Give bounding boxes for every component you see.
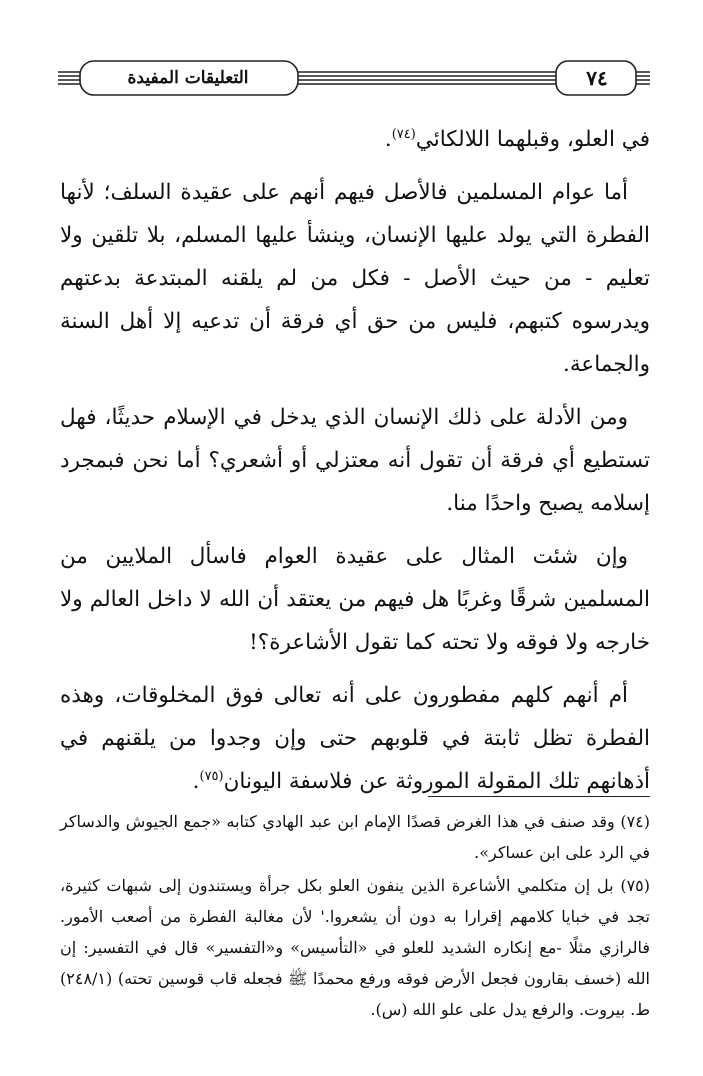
page-number: ٧٤	[586, 66, 608, 90]
footnotes	[60, 806, 650, 1027]
paragraph-text: أما عوام المسلمين فالأصل فيهم أنهم على عقيدة السلف؛ لأنها الفطرة التي يولد عليها الإنسان، وينشأ عليها المسلم، بلا تلقين ولا تعليم - من حيث الأصل - فكل من لم يلقنه المبتدعة بدعتهم ويدرسوه كتبهم، فليس من حق أي فرقة أن تدعيه إلا أهل السنة والجماعة.	[60, 180, 650, 377]
footnote-text: بل إن متكلمي الأشاعرة الذين ينفون العلو بكل جرأة ويستندون إلى شبهات كثيرة، تجد في خبايا كلامهم إقرارا به دون أن يشعروا.' لأن مغالبة الفطرة من أصعب الأمور. فالرازي مثلًا -مع إنكاره الشديد للعلو في «التأسيس» و«التفسير» قال في التفسير: إن الله (خسف بقارون فجعل الأرض فوقه ورفع محمدًا ﷺ فجعله قاب قوسين تحته) (٢٤٨/١) ط. بيروت. والرفع يدل على علو الله (س).	[60, 876, 650, 1019]
footnote	[60, 806, 650, 868]
paragraph	[60, 118, 650, 161]
footnote-marker: (٧٤)	[620, 812, 650, 831]
footnote-reference: (٧٥)	[199, 768, 224, 784]
paragraph-tail: .	[384, 127, 392, 152]
paragraph	[60, 674, 650, 803]
paragraph	[60, 396, 650, 525]
paragraph-text: وإن شئت المثال على عقيدة العوام فاسأل الملايين من المسلمين شرقًا وغربًا هل فيهم من يعتقد أن الله لا داخل العالم ولا خارجه ولا فوقه ولا تحته كما تقول الأشاعرة؟!	[60, 544, 650, 655]
footnote-reference: (٧٤)	[391, 126, 416, 142]
running-title: التعليقات المفيدة	[127, 68, 249, 88]
footnote-separator	[428, 796, 650, 797]
paragraph-text: أم أنهم كلهم مفطورون على أنه تعالى فوق المخلوقات، وهذه الفطرة تظل ثابتة في قلوبهم حتى وإن وجدوا من يلقنهم في أذهانهم تلك المقولة الموروثة عن فلاسفة اليونان	[60, 683, 650, 794]
main-text	[60, 118, 650, 813]
paragraph	[60, 535, 650, 664]
footnote-marker: (٧٥)	[620, 876, 650, 895]
paragraph-text: ومن الأدلة على ذلك الإنسان الذي يدخل في الإسلام حديثًا، فهل تستطيع أي فرقة أن تقول أنه معتزلي أو أشعري؟ أما نحن فبمجرد إسلامه يصبح واحدًا منا.	[60, 405, 650, 516]
paragraph-text: في العلو، وقبلهما اللالكائي	[415, 127, 650, 152]
paragraph-tail: .	[192, 769, 200, 794]
footnote-text: وقد صنف في هذا الغرض قصدًا الإمام ابن عبد الهادي كتابه «جمع الجيوش والدساكر في الرد على ابن عساكر».	[60, 812, 650, 862]
paragraph	[60, 171, 650, 386]
footnote	[60, 870, 650, 1025]
page-header	[58, 58, 650, 98]
